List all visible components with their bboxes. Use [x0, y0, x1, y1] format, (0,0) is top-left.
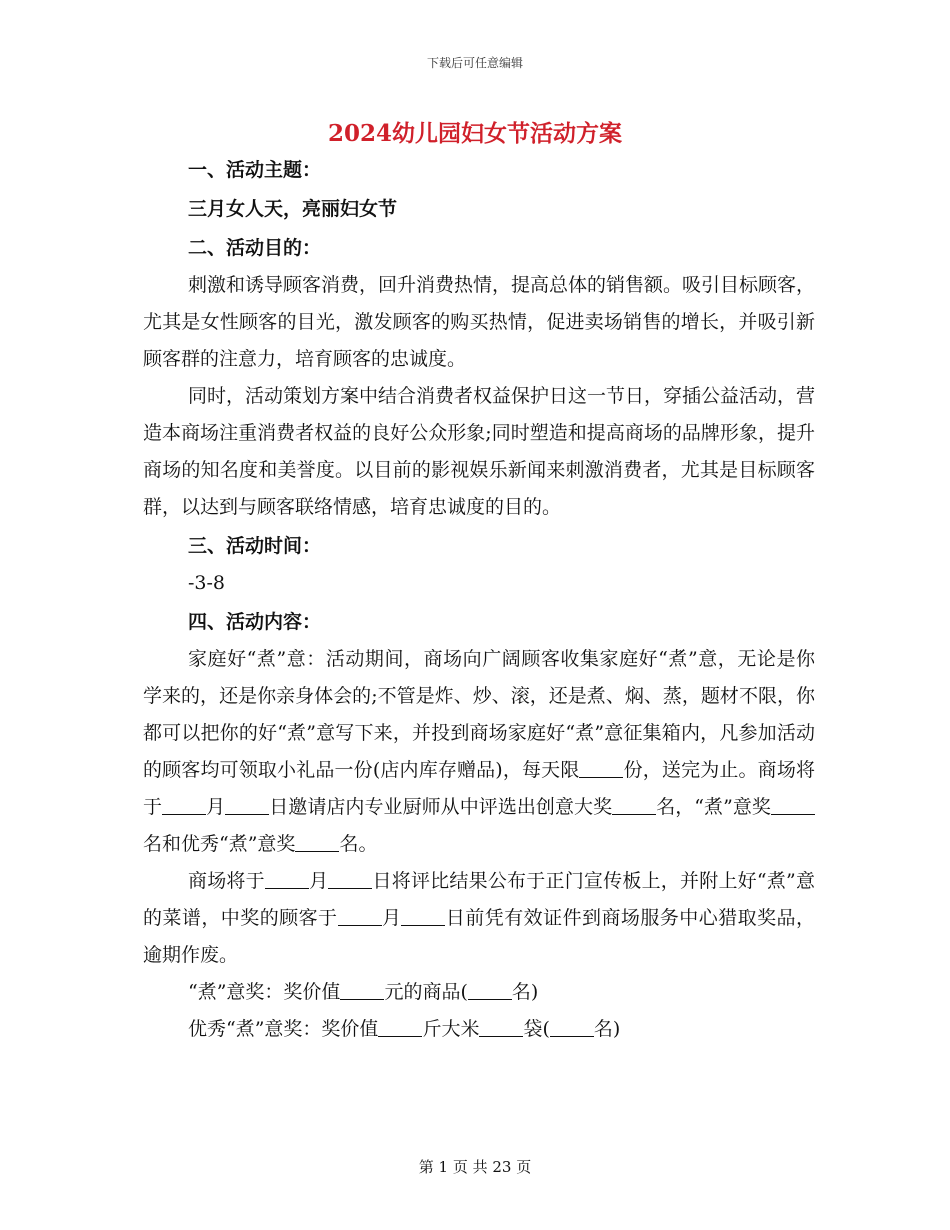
- fill-blank: [338, 907, 382, 926]
- text-run: 名。: [339, 833, 378, 855]
- time-text: -3-8: [188, 572, 226, 594]
- document-title: 2024幼儿园妇女节活动方案: [327, 120, 622, 147]
- fill-blank: [378, 1018, 422, 1037]
- page-footer: 第 1 页 共 23 页: [418, 1158, 532, 1176]
- text-run: 份，送完为止。商场将于: [143, 759, 815, 818]
- section-heading-theme: 一、活动主题：: [188, 159, 322, 181]
- header-note: 下载后可任意编辑: [426, 56, 523, 70]
- text-run: 日将评比结果公布于正门宣传板上，并附上好“煮”意的菜谱，中奖的顾客于: [143, 870, 815, 929]
- purpose-paragraph-2: 同时，活动策划方案中结合消费者权益保护日这一节日，穿插公益活动，营造本商场注重消费者权益的良好公众形象;同时塑造和提高商场的品牌形象，提升商场的知名度和美誉度。以目前的影视娱乐新闻来刺激消费者，尤其是目标顾客群，以达到与顾客联络情感，培育忠诚度的目的。: [143, 385, 816, 518]
- section-heading-purpose: 二、活动目的：: [188, 237, 322, 259]
- fill-blank: [328, 870, 372, 889]
- fill-blank: [550, 1018, 594, 1037]
- text-run: 名): [511, 981, 539, 1003]
- text-run: 日邀请店内专业厨师从中评选出创意大奖: [269, 796, 613, 818]
- fill-blank: [225, 796, 269, 815]
- text-run: 日前凭有效证件到商场服务中心猎取奖品，逾期作废。: [143, 907, 815, 966]
- text-run: “煮”意奖：奖价值: [188, 981, 341, 1003]
- text-run: 优秀“煮”意奖：奖价值: [188, 1018, 379, 1040]
- text-run: 斤大米: [422, 1018, 480, 1040]
- document-body: [143, 150, 815, 1048]
- text-run: 月: [206, 796, 226, 818]
- purpose-paragraph-1: 刺激和诱导顾客消费，回升消费热情，提高总体的销售额。吸引目标顾客，尤其是女性顾客的目光，激发顾客的购买热情，促进卖场销售的增长，并吸引新顾客群的注意力，培育顾客的忠诚度。: [143, 274, 816, 370]
- fill-blank: [612, 796, 656, 815]
- fill-blank: [340, 981, 384, 1000]
- text-run: 元的商品(: [384, 981, 468, 1003]
- text-run: 家庭好“煮”意：活动期间，商场向广阔顾客收集家庭好“煮”意，无论是你学来的，还是你亲身体会的;不管是炸、炒、滚，还是煮、焖、蒸，题材不限，你都可以把你的好“煮”意写下来，并投到商场家庭好“煮”意征集箱内，凡参加活动的顾客均可领取小礼品一份(店内库存赠品)，每天限: [143, 648, 815, 781]
- text-run: 名): [593, 1018, 621, 1040]
- text-run: 名和优秀“煮”意奖: [143, 833, 296, 855]
- fill-blank: [295, 833, 339, 852]
- fill-blank: [579, 759, 623, 778]
- text-run: 月: [381, 907, 402, 929]
- prize-line-1: [143, 974, 815, 1011]
- section-heading-time: 三、活动时间：: [188, 535, 322, 557]
- fill-blank: [771, 796, 815, 815]
- text-run: 名，“煮”意奖: [656, 796, 771, 818]
- fill-blank: [265, 870, 309, 889]
- fill-blank: [479, 1018, 523, 1037]
- section-heading-content: 四、活动内容：: [188, 611, 322, 633]
- fill-blank: [468, 981, 512, 1000]
- content-paragraph-2: [143, 863, 815, 974]
- text-run: 月: [308, 870, 329, 892]
- fill-blank: [162, 796, 206, 815]
- theme-text: 三月女人天，亮丽妇女节: [188, 198, 398, 220]
- prize-line-2: [143, 1011, 815, 1048]
- fill-blank: [401, 907, 445, 926]
- content-paragraph-1: [143, 641, 815, 863]
- text-run: 袋(: [523, 1018, 550, 1040]
- text-run: 商场将于: [188, 870, 265, 892]
